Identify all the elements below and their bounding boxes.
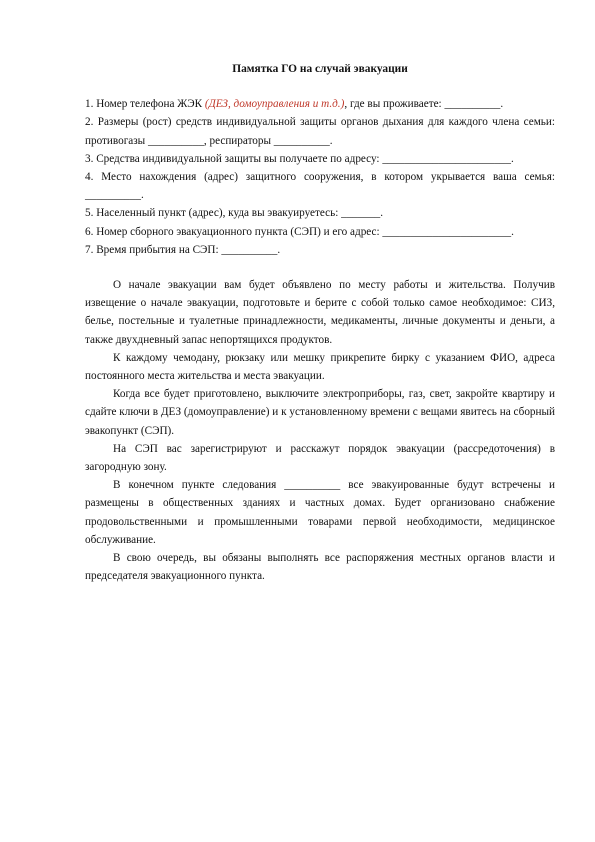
paragraph-registration: На СЭП вас зарегистрируют и расскажут порядок эвакуации (рассредоточения) в загородную зону.: [85, 442, 555, 474]
item-1-text-start: 1. Номер телефона ЖЭК: [85, 98, 205, 111]
paragraph-final-destination: В конечном пункте следования __________ все эвакуированные будут встречены и размещены в общественных зданиях и частных домах. Будет организовано снабжение продовольственными и промышленными товарами первой необходимости, медицинское обслуживание.: [85, 479, 555, 546]
list-item-1: [85, 95, 555, 113]
list-item-6: 6. Номер сборного эвакуационного пункта (СЭП) и его адрес: _______________________.: [85, 225, 514, 238]
list-item-3: 3. Средства индивидуальной защиты вы получаете по адресу: _______________________.: [85, 152, 514, 165]
item-1-text-end: , где вы проживаете: __________.: [344, 98, 504, 111]
list-item-5: 5. Населенный пункт (адрес), куда вы эвакуируетесь: _______.: [85, 207, 384, 220]
paragraph-leaving-home: Когда все будет приготовлено, выключите электроприборы, газ, свет, закройте квартиру и сдайте ключи в ДЕЗ (домоуправление) и к установленному времени с вещами явитесь на сборный эвакопункт (СЭП).: [85, 388, 555, 437]
item-1-highlight: (ДЕЗ, домоуправления и т.д.): [204, 98, 345, 111]
document-title: Памятка ГО на случай эвакуации: [232, 63, 408, 75]
list-item-7: 7. Время прибытия на СЭП: __________.: [85, 243, 281, 256]
paragraph-luggage-tags: К каждому чемодану, рюкзаку или мешку прикрепите бирку с указанием ФИО, адреса постоянного места жительства и места эвакуации.: [85, 351, 555, 383]
section-spacer: [85, 259, 555, 276]
document-page: [85, 60, 555, 585]
list-item-4: 4. Место нахождения (адрес) защитного сооружения, в котором укрывается ваша семья: __________.: [85, 171, 555, 202]
list-item-2: 2. Размеры (рост) средств индивидуальной защиты органов дыхания для каждого члена семьи: противогазы __________, респираторы __________.: [85, 116, 555, 147]
paragraph-evacuation-notice: О начале эвакуации вам будет объявлено по месту работы и жительства. Получив извещение о начале эвакуации, подготовьте и берите с собой только самое необходимое: СИЗ, белье, постельные и туалетные принадлежности, медикаменты, личные документы и деньги, а также двухдневный запас непортящихся продуктов.: [85, 279, 555, 346]
paragraph-obligations: В свою очередь, вы обязаны выполнять все распоряжения местных органов власти и председателя эвакуационного пункта.: [85, 552, 555, 583]
